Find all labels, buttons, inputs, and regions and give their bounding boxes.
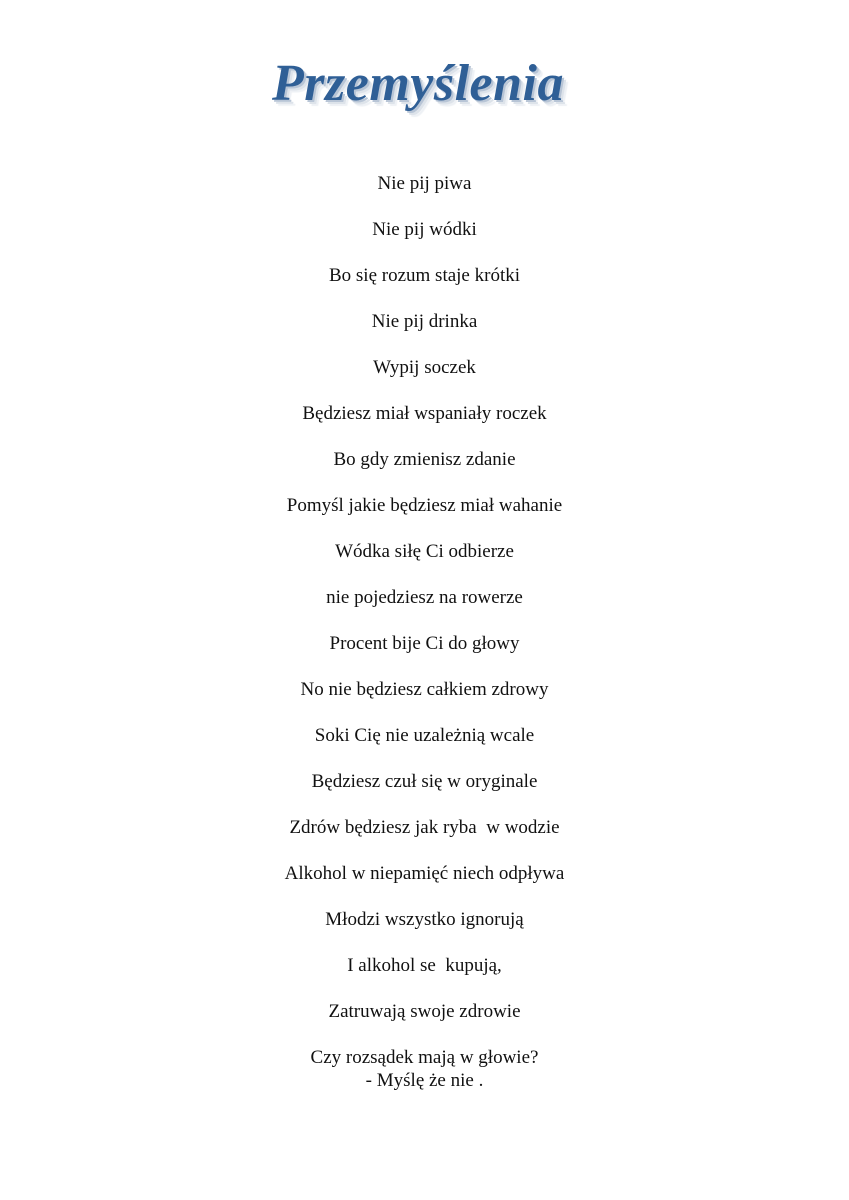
poem-line: Nie pij wódki [372, 219, 477, 240]
poem-line: nie pojedziesz na rowerze [326, 587, 523, 608]
poem-title: Przemyślenia [272, 55, 564, 112]
poem-line: Czy rozsądek mają w głowie? [310, 1047, 539, 1068]
poem-line: Nie pij drinka [371, 311, 478, 332]
poem-line: Procent bije Ci do głowy [329, 633, 520, 654]
poem-line: Młodzi wszystko ignorują [325, 909, 524, 930]
poem-line: Wódka siłę Ci odbierze [335, 541, 514, 562]
poem-line: Pomyśl jakie będziesz miał wahanie [286, 495, 563, 516]
poem-line: Bo gdy zmienisz zdanie [333, 449, 516, 470]
poem-line: Będziesz czuł się w oryginale [311, 771, 538, 792]
poem-line: Alkohol w niepamięć niech odpływa [284, 863, 565, 884]
poem-line: I alkohol se kupują, [347, 955, 502, 976]
poem-line: Zdrów będziesz jak ryba w wodzie [289, 817, 560, 838]
poem-line: Będziesz miał wspaniały roczek [302, 403, 547, 424]
poem-line: - Myślę że nie . [365, 1070, 484, 1091]
poem-line: Zatruwają swoje zdrowie [328, 1001, 521, 1022]
poem-line: Nie pij piwa [377, 173, 472, 194]
poem-line: No nie będziesz całkiem zdrowy [300, 679, 549, 700]
poem-line: Wypij soczek [373, 357, 476, 378]
poem-line: Soki Cię nie uzależnią wcale [314, 725, 535, 746]
poem-line: Bo się rozum staje krótki [328, 265, 521, 286]
